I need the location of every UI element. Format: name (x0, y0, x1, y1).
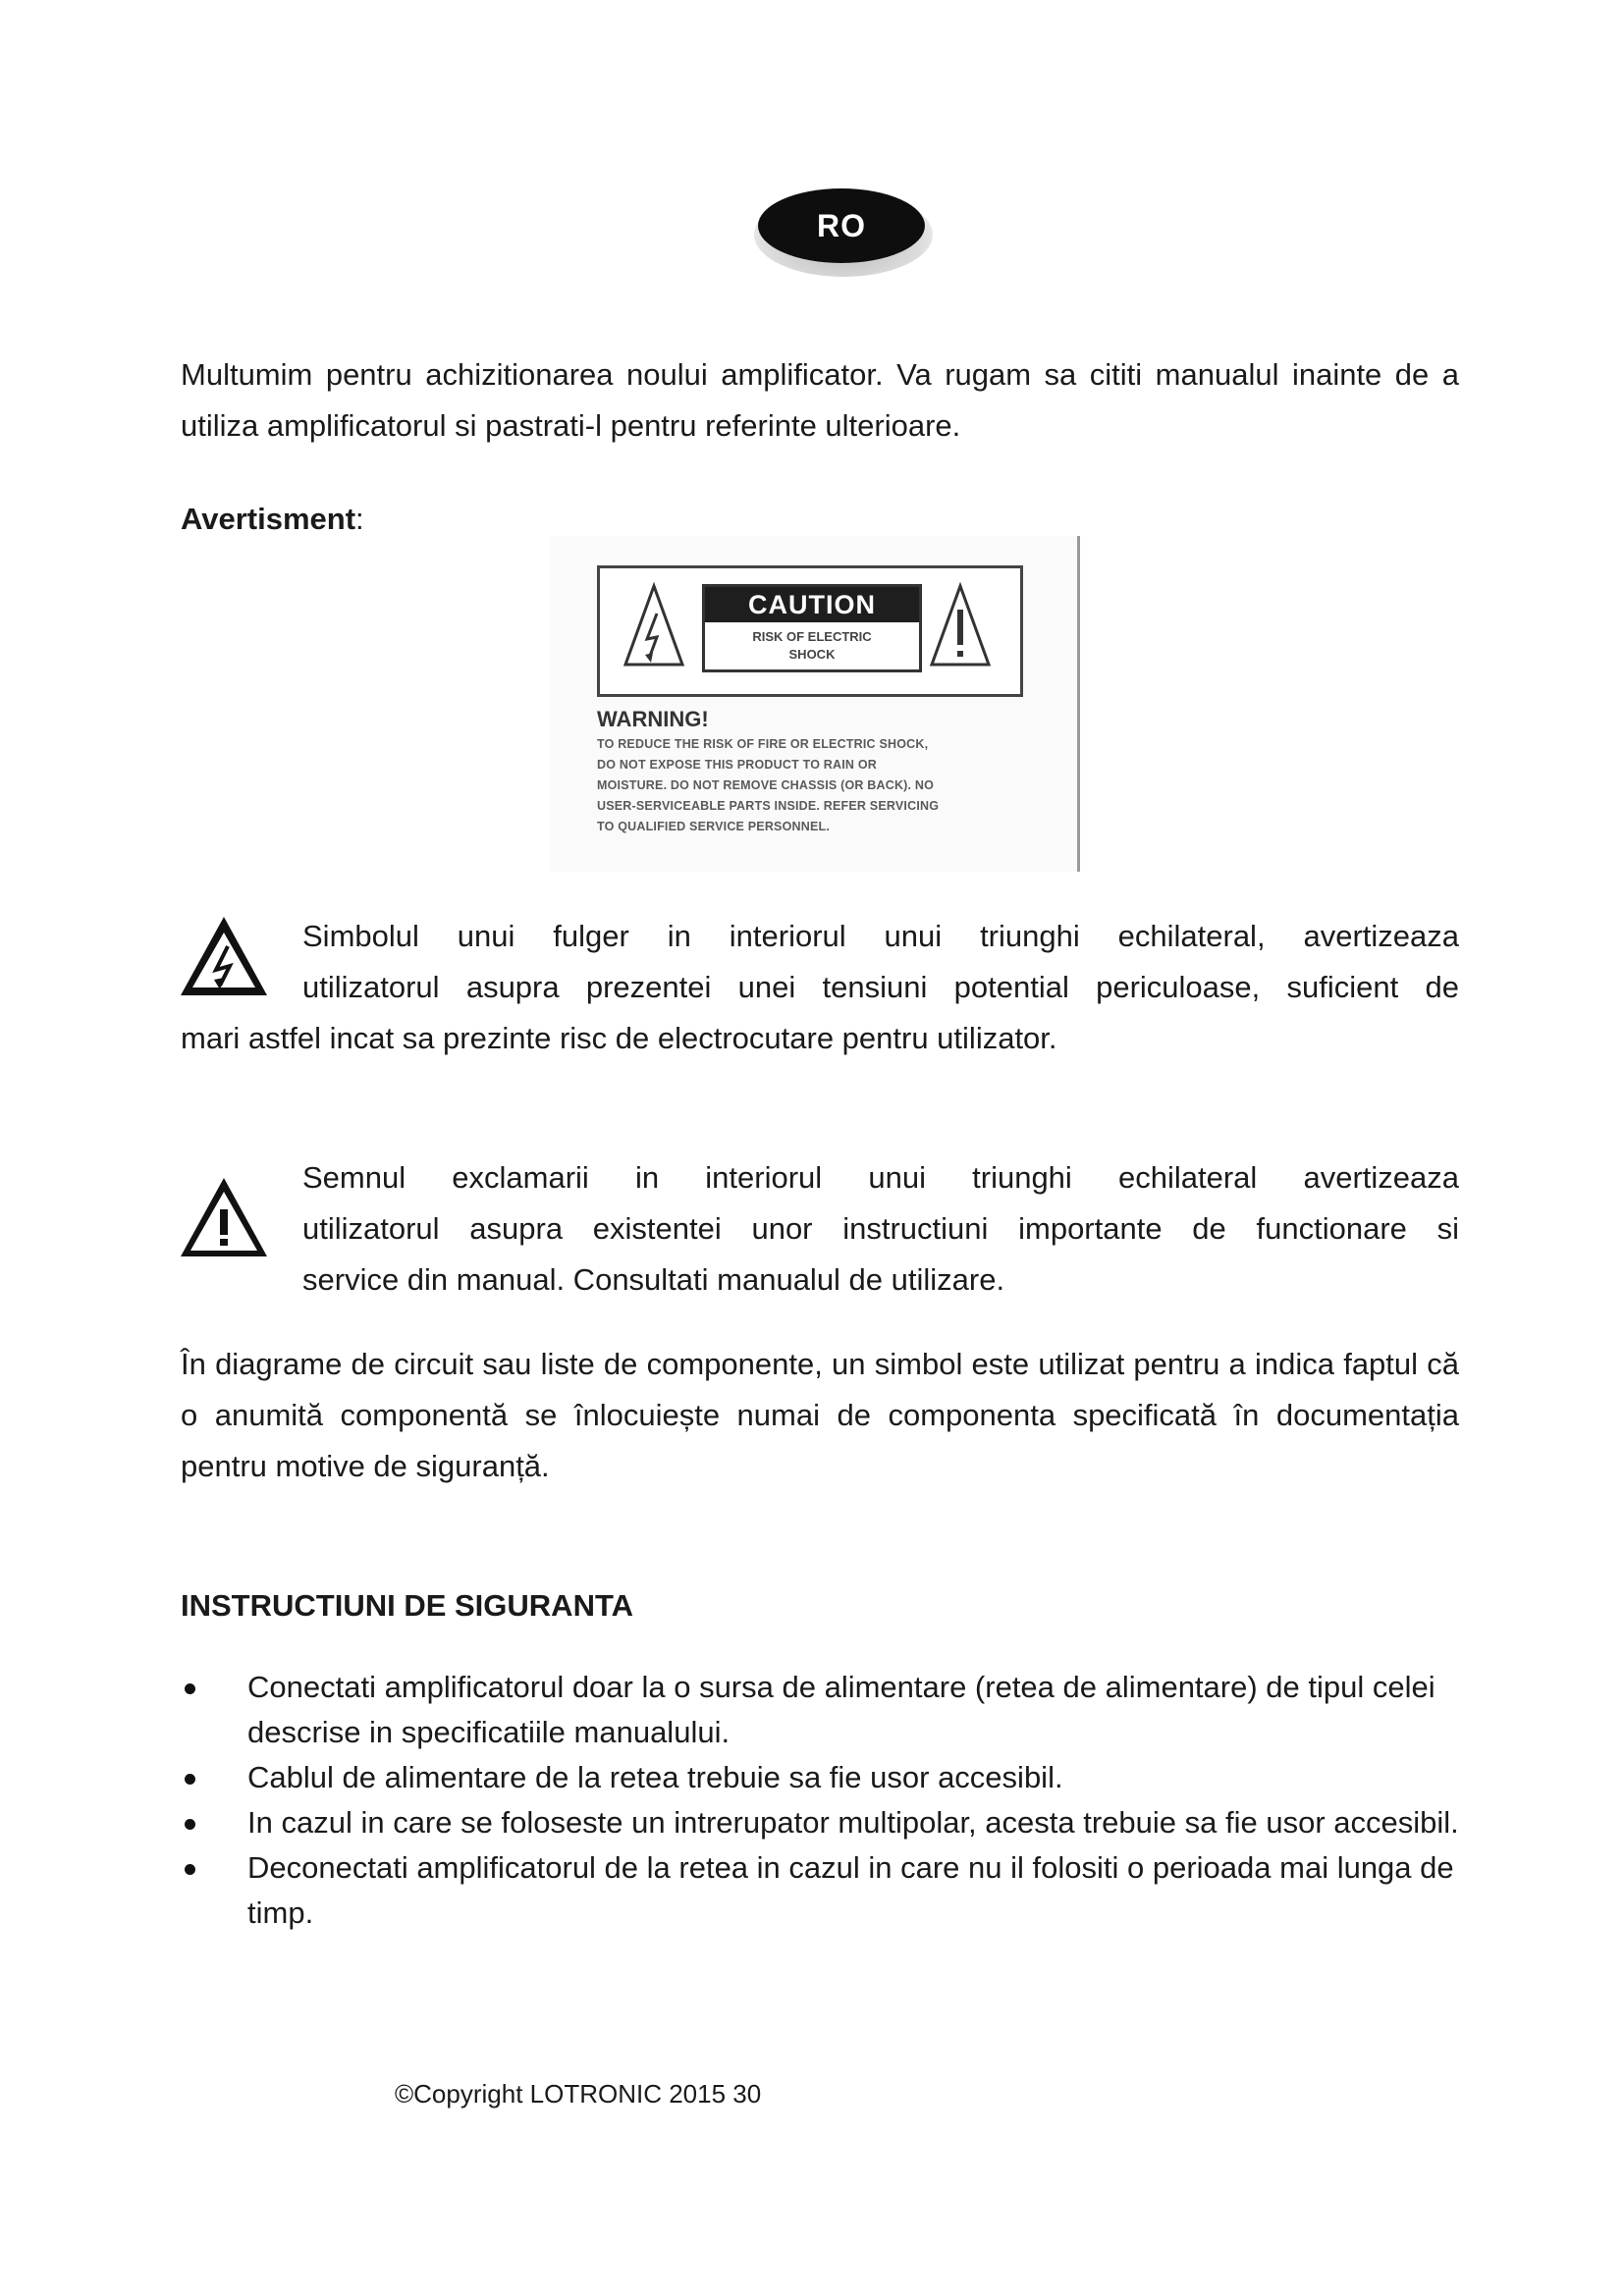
caution-label-image (550, 536, 1080, 872)
bullet-icon (185, 1774, 195, 1785)
list-item-text: Deconectati amplificatorul de la retea in cazul in care nu il folositi o perioada mai lunga de timp. (247, 1850, 1454, 1930)
language-badge-label: RO (758, 188, 925, 263)
caution-sub-line2: SHOCK (788, 647, 836, 662)
bullet-icon (185, 1819, 195, 1830)
diagram-note-paragraph: În diagrame de circuit sau liste de componente, un simbol este utilizat pentru a indica faptul că o anumită componentă se înlocuiește numai de componenta specificată în documentația pentru motive de siguranță. (181, 1347, 1459, 1483)
warning-line: MOISTURE. DO NOT REMOVE CHASSIS (OR BACK). NO (597, 778, 935, 792)
list-item-text: Cablul de alimentare de la retea trebuie sa fie usor accesibil. (247, 1760, 1063, 1794)
exclamation-triangle-icon (928, 582, 993, 668)
lightning-text-line2: utilizatorul asupra prezentei unei tensiuni potential periculoase, suficient de (302, 970, 1459, 1004)
caution-center (702, 584, 922, 672)
caution-header: CAUTION (705, 587, 919, 622)
warning-label (181, 494, 364, 545)
intro-paragraph: Multumim pentru achizitionarea noului amplificator. Va rugam sa cititi manualul inainte de a utiliza amplificatorul si pastrati-l pentru referinte ulterioare. (181, 357, 1459, 443)
exclamation-text-line1: Semnul exclamarii in interiorul unui triunghi echilateral avertizeaza (302, 1160, 1459, 1195)
warning-text (597, 734, 1033, 837)
caution-sub-line1: RISK OF ELECTRIC (752, 629, 872, 644)
warning-title: WARNING! (597, 707, 709, 731)
exclamation-text-line3: service din manual. Consultati manualul de utilizare. (302, 1262, 1005, 1297)
image-edge (1077, 536, 1080, 872)
page-footer: ©Copyright LOTRONIC 2015 30 (395, 2079, 762, 2109)
exclamation-warning-icon (177, 1174, 271, 1260)
lightning-triangle-icon (622, 582, 686, 668)
warning-label-colon: : (355, 502, 364, 536)
list-item (181, 1800, 1459, 1845)
safety-list (181, 1665, 1459, 1936)
list-item (181, 1665, 1459, 1755)
list-item-text: In cazul in care se foloseste un intrerupator multipolar, acesta trebuie sa fie usor accesibil. (247, 1805, 1459, 1840)
list-item-text: Conectati amplificatorul doar la o sursa de alimentare (retea de alimentare) de tipul celei descrise in specificatiile manualului. (247, 1670, 1435, 1749)
warning-line: DO NOT EXPOSE THIS PRODUCT TO RAIN OR (597, 758, 877, 772)
list-item (181, 1845, 1459, 1936)
safety-section-title: INSTRUCTIUNI DE SIGURANTA (181, 1588, 633, 1623)
caution-box (597, 565, 1023, 697)
warning-line: USER-SERVICEABLE PARTS INSIDE. REFER SERVICING (597, 799, 940, 813)
lightning-warning-icon (177, 913, 271, 999)
list-item (181, 1755, 1459, 1800)
language-badge (750, 185, 937, 283)
lightning-text-line3: mari astfel incat sa prezinte risc de electrocutare pentru utilizator. (181, 1021, 1057, 1055)
warning-label-text: Avertisment (181, 502, 356, 536)
warning-line: TO QUALIFIED SERVICE PERSONNEL. (597, 820, 831, 833)
exclamation-text-line2: utilizatorul asupra existentei unor instructiuni importante de functionare si (302, 1211, 1459, 1246)
bullet-icon (185, 1683, 195, 1694)
warning-line: TO REDUCE THE RISK OF FIRE OR ELECTRIC SHOCK, (597, 737, 929, 751)
lightning-text-line1: Simbolul unui fulger in interiorul unui triunghi echilateral, avertizeaza (302, 919, 1459, 953)
bullet-icon (185, 1864, 195, 1875)
